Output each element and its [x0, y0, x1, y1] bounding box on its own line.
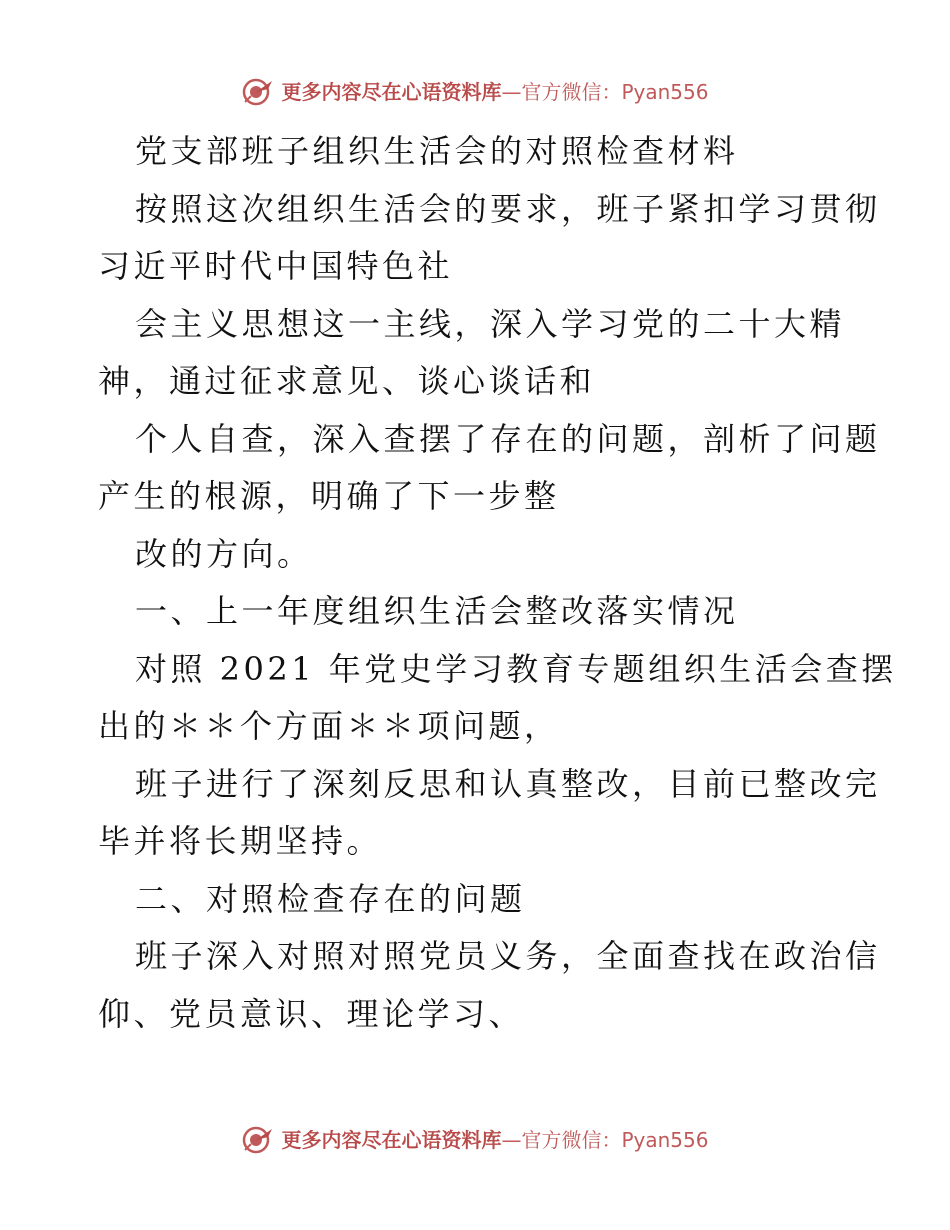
- text-line: 会主义思想这一主线，深入学习党的二十大精: [135, 304, 846, 343]
- text-line: 按照这次组织生活会的要求，班子紧扣学习贯彻: [135, 189, 881, 228]
- text-line: 毕并将长期坚持。: [98, 822, 383, 860]
- header-watermark: [0, 72, 950, 112]
- text-line: 班子进行了深刻反思和认真整改，目前已整改完: [135, 764, 881, 803]
- text-line: 产生的根源，明确了下一步整: [98, 477, 560, 515]
- text-line: 一、上一年度组织生活会整改落实情况: [135, 592, 739, 630]
- watermark-brand: 更多内容尽在心语资料库: [281, 1128, 502, 1152]
- watermark-contact: —官方微信：Pyan556: [501, 80, 709, 104]
- text-line: 对照 2021 年党史学习教育专题组织生活会查摆: [135, 649, 897, 688]
- text-line: 个人自查，深入查摆了存在的问题，剖析了问题: [135, 419, 881, 458]
- text-line: 出的＊＊个方面＊＊项问题，: [98, 707, 560, 745]
- text-line: 班子深入对照对照党员义务，全面查找在政治信: [135, 937, 881, 975]
- text-line: 习近平时代中国特色社: [98, 247, 454, 285]
- pen-nib-logo-icon: [241, 1123, 275, 1157]
- text-line: 神，通过征求意见、谈心谈话和: [98, 362, 596, 400]
- pen-nib-logo-icon: [241, 75, 275, 109]
- watermark-contact: —官方微信：Pyan556: [501, 1128, 709, 1152]
- watermark-text: [281, 82, 708, 102]
- text-line: 党支部班子组织生活会的对照检查材料: [135, 132, 739, 170]
- document-body: [98, 123, 897, 1043]
- text-line: 改的方向。: [135, 534, 313, 573]
- watermark-text: [281, 1130, 708, 1150]
- text-line: 二、对照检查存在的问题: [135, 879, 526, 918]
- text-line: 仰、党员意识、理论学习、: [98, 994, 525, 1033]
- watermark-brand: 更多内容尽在心语资料库: [281, 80, 502, 104]
- footer-watermark: [0, 1120, 950, 1160]
